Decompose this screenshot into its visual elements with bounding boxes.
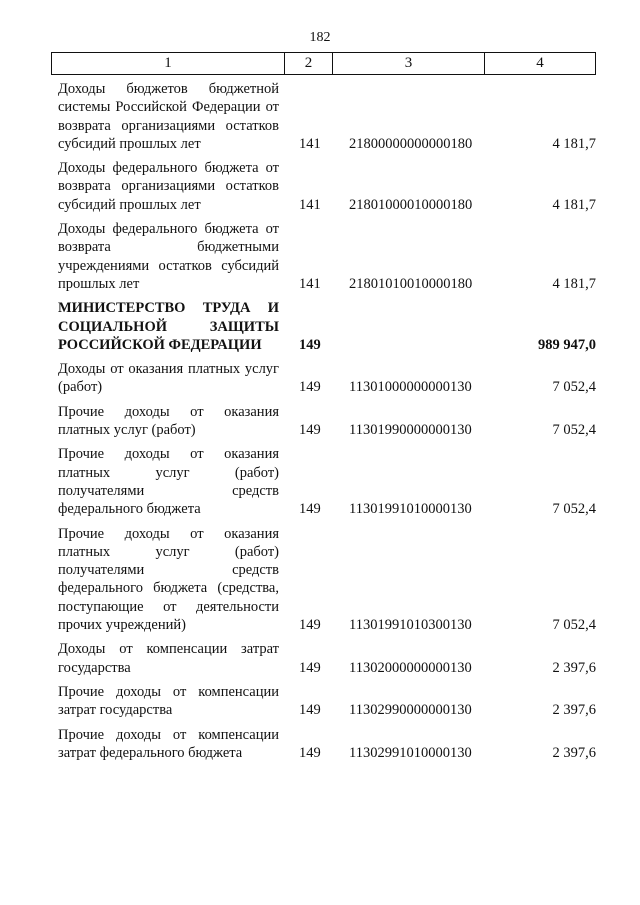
amount: 4 181,7 [552, 135, 596, 152]
amount: 2 397,6 [552, 744, 596, 761]
classification-code: 11301990000000130 [349, 422, 472, 439]
revenue-name: Прочие доходы от оказания платных услуг (работ) получателями средств федерального бюджета (средства, поступающие от деятельности прочих учреждений) [58, 525, 279, 634]
column-header-row [52, 53, 596, 75]
table-row [0, 403, 640, 440]
column-header-table [51, 52, 596, 75]
revenue-name: Доходы федерального бюджета от возврата организациями остатков субсидий прошлых лет [58, 160, 279, 213]
amount: 4 181,7 [552, 275, 596, 292]
revenue-name: Доходы федерального бюджета от возврата бюджетными учреждениями остатков субсидий прошлых лет [58, 221, 279, 292]
table-row [0, 640, 640, 677]
table-row [0, 445, 640, 518]
column-header-3: 3 [333, 53, 485, 75]
admin-code: 149 [299, 501, 321, 518]
classification-code: 11302991010000130 [349, 744, 472, 761]
revenue-name: Доходы от оказания платных услуг (работ) [58, 361, 279, 396]
admin-code: 141 [299, 275, 321, 292]
amount: 7 052,4 [552, 379, 596, 396]
classification-code: 11301991010300130 [349, 617, 472, 634]
admin-code: 149 [299, 702, 321, 719]
amount: 7 052,4 [552, 617, 596, 634]
ministry-name: МИНИСТЕРСТВО ТРУДА И СОЦИАЛЬНОЙ ЗАЩИТЫ РОССИЙСКОЙ ФЕДЕРАЦИИ [58, 300, 279, 353]
revenue-name: Доходы бюджетов бюджетной системы Российской Федерации от возврата организациями остатков субсидий прошлых лет [58, 81, 279, 152]
admin-code: 149 [299, 744, 321, 761]
revenue-name: Прочие доходы от компенсации затрат государства [58, 683, 279, 719]
table-row [0, 159, 640, 214]
table-row [0, 220, 640, 293]
admin-code: 141 [299, 135, 321, 152]
classification-code: 11302990000000130 [349, 702, 472, 719]
classification-code: 11301991010000130 [349, 501, 472, 518]
page-number: 182 [309, 30, 331, 45]
amount: 2 397,6 [552, 659, 596, 676]
amount: 4 181,7 [552, 196, 596, 213]
table-row-ministry [0, 299, 640, 354]
column-header-2: 2 [285, 53, 333, 75]
admin-code: 149 [299, 422, 321, 439]
revenue-name: Прочие доходы от оказания платных услуг (работ) получателями средств федерального бюджета [58, 446, 279, 518]
amount: 989 947,0 [538, 336, 596, 353]
revenue-rows [0, 80, 640, 768]
table-row [0, 683, 640, 720]
revenue-name: Доходы от компенсации затрат государства [58, 641, 279, 676]
table-row [0, 726, 640, 763]
table-row [0, 525, 640, 635]
admin-code: 149 [299, 336, 321, 353]
classification-code: 21801010010000180 [349, 275, 473, 292]
admin-code: 149 [299, 659, 321, 676]
table-row [0, 80, 640, 153]
revenue-name: Прочие доходы от компенсации затрат федерального бюджета [58, 726, 279, 761]
column-header-1: 1 [52, 53, 285, 75]
table-row [0, 360, 640, 397]
classification-code: 21800000000000180 [349, 135, 473, 152]
admin-code: 149 [299, 379, 321, 396]
classification-code: 11302000000000130 [349, 659, 472, 676]
column-header-4: 4 [485, 53, 596, 75]
classification-code: 11301000000000130 [349, 379, 472, 396]
classification-code: 21801000010000180 [349, 196, 473, 213]
admin-code: 141 [299, 196, 321, 213]
revenue-name: Прочие доходы от оказания платных услуг (работ) [58, 403, 279, 439]
amount: 7 052,4 [552, 422, 596, 439]
admin-code: 149 [299, 617, 321, 634]
amount: 2 397,6 [552, 702, 596, 719]
amount: 7 052,4 [552, 501, 596, 518]
